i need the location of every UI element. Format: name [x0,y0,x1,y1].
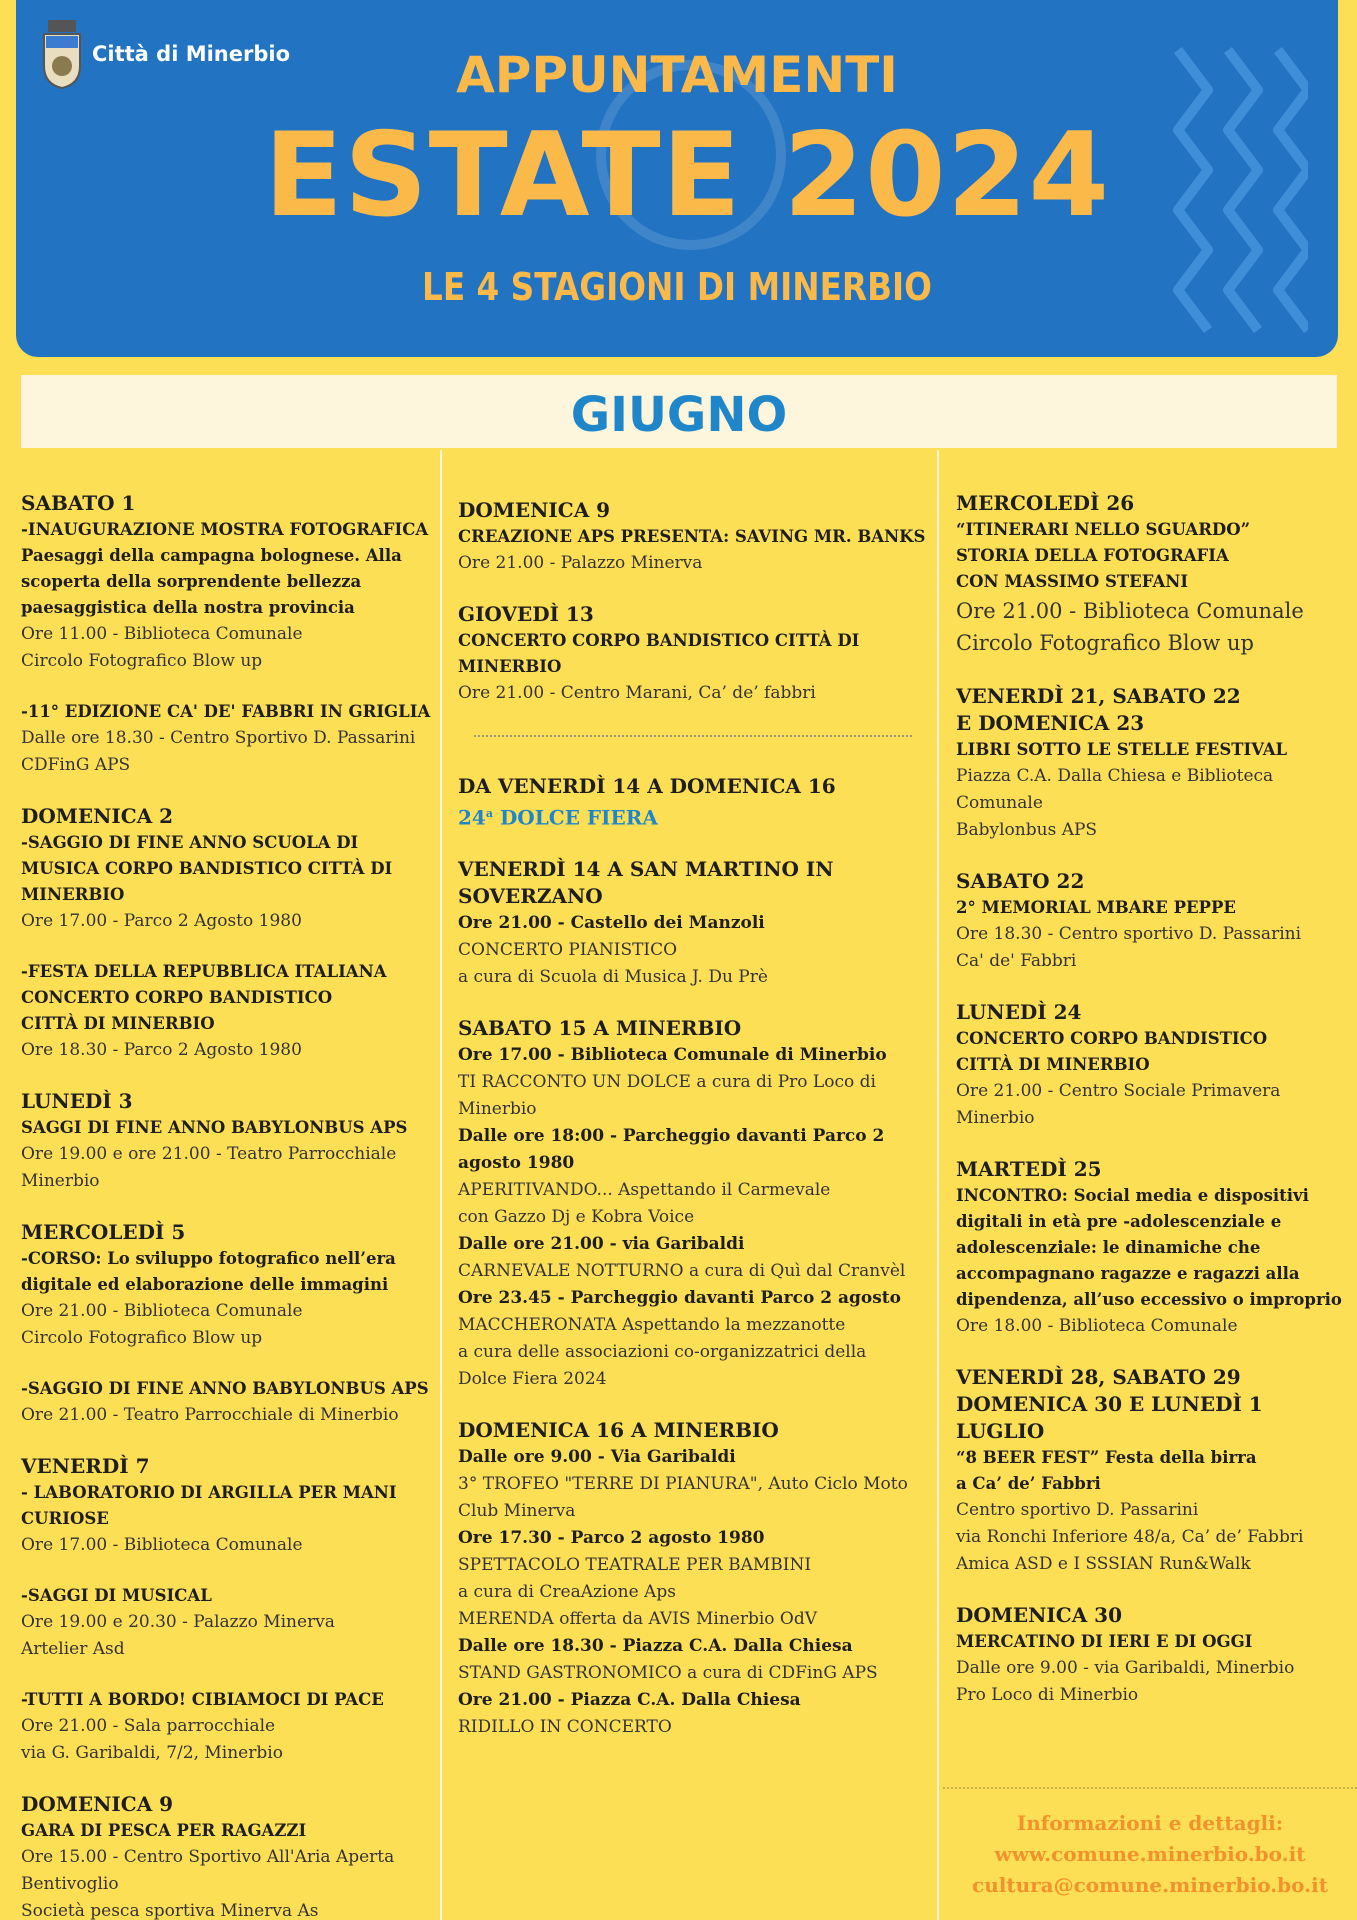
event-detail: Ca' de' Fabbri [956,951,1077,971]
event-item [458,497,928,577]
event-title: -SAGGIO DI FINE ANNO BABYLONBUS APS [21,1379,429,1398]
event-detail: Ore 23.45 - Parcheggio davanti Parco 2 agosto [458,1287,901,1308]
event-title: CONCERTO CORPO BANDISTICO CITTÀ DI [458,631,860,650]
event-item [21,803,441,935]
event-detail: Circolo Fotografico Blow up [21,1328,263,1348]
event-title: -INAUGURAZIONE MOSTRA FOTOGRAFICA [21,520,429,539]
highlight-text: DOLCE FIERA [492,805,658,830]
event-detail: CARNEVALE NOTTURNO a cura di Quì dal Cranvèl [458,1260,906,1281]
event-title: GARA DI PESCA PER RAGAZZI [21,1821,307,1840]
highlight-number: 24 [458,805,486,830]
event-detail: Minerbio [956,1108,1035,1128]
event-title: STORIA DELLA FOTOGRAFIA [956,546,1229,565]
event-title: CON MASSIMO STEFANI [956,572,1189,591]
event-detail: Circolo Fotografico Blow up [956,631,1254,655]
event-title: 2° MEMORIAL MBARE PEPPE [956,898,1236,917]
event-detail: Ore 21.00 - Piazza C.A. Dalla Chiesa [458,1689,801,1710]
event-day: MERCOLEDÌ 5 [21,1220,186,1244]
event-title: CURIOSE [21,1509,109,1528]
event-detail: Ore 21.00 - Biblioteca Comunale [956,599,1304,623]
events-column-2 [458,497,928,1765]
event-title: MERCATINO DI IERI E DI OGGI [956,1632,1253,1651]
info-website-link[interactable]: www.comune.minerbio.bo.it [994,1842,1306,1866]
event-detail: Ore 17.00 - Biblioteca Comunale di Minerbio [458,1044,887,1065]
event-title: -SAGGI DI MUSICAL [21,1586,212,1605]
event-day: LUNEDÌ 24 [956,1000,1082,1024]
month-title: GIUGNO [570,387,788,443]
highlight-sup: a [485,807,493,820]
event-day: LUNEDÌ 3 [21,1089,133,1113]
event-detail: APERITIVANDO... Aspettando il Carmevale [458,1179,831,1200]
events-column-3 [956,490,1346,1733]
event-item [458,1015,928,1393]
header-banner [16,0,1338,357]
event-item [956,490,1346,659]
event-item [21,1088,441,1195]
event-detail: SPETTACOLO TEATRALE PER BAMBINI [458,1554,812,1575]
event-detail: Ore 17.30 - Parco 2 agosto 1980 [458,1527,765,1548]
event-detail: Artelier Asd [21,1639,125,1659]
event-title: -TUTTI A BORDO! CIBIAMOCI DI PACE [21,1690,384,1709]
event-detail: Ore 21.00 - Palazzo Minerva [458,553,703,573]
event-detail: Minerbio [458,1098,537,1119]
event-detail: Ore 21.00 - Castello dei Manzoli [458,912,765,933]
event-title: MINERBIO [21,885,125,904]
event-detail: Babylonbus APS [956,820,1098,840]
event-detail: via Ronchi Inferiore 48/a, Ca’ de’ Fabbri [956,1527,1304,1547]
dotted-separator [474,735,912,737]
event-detail: Dalle ore 9.00 - Via Garibaldi [458,1446,736,1467]
event-detail: RIDILLO IN CONCERTO [458,1716,672,1737]
event-detail: Pro Loco di Minerbio [956,1685,1139,1705]
event-title: LIBRI SOTTO LE STELLE FESTIVAL [956,740,1288,759]
event-title: INCONTRO: Social media e dispositivi [956,1186,1309,1205]
header-subtitle: LE 4 STAGIONI DI MINERBIO [422,265,932,309]
event-detail: MACCHERONATA Aspettando la mezzanotte [458,1314,846,1335]
event-title: adolescenziale: le dinamiche che [956,1238,1261,1257]
event-day: VENERDÌ 21, SABATO 22 [956,684,1241,708]
event-title: accompagnano ragazze e ragazzi alla [956,1264,1300,1283]
header-estate-title: ESTATE 2024 [263,108,1111,243]
event-detail: STAND GASTRONOMICO a cura di CDFinG APS [458,1662,878,1683]
event-detail: Dalle ore 21.00 - via Garibaldi [458,1233,745,1254]
event-detail: via G. Garibaldi, 7/2, Minerbio [21,1743,283,1763]
event-item [458,856,928,991]
event-detail: Ore 21.00 - Biblioteca Comunale [21,1301,303,1321]
event-detail: Ore 17.00 - Biblioteca Comunale [21,1535,303,1555]
event-title: scoperta della sorprendente bellezza [21,572,362,591]
event-item [458,601,928,707]
event-title: CITTÀ DI MINERBIO [21,1014,215,1033]
event-day: SOVERZANO [458,883,603,908]
event-item [956,683,1346,844]
event-title: paesaggistica della nostra provincia [21,598,355,617]
event-detail: Ore 21.00 - Teatro Parrocchiale di Minerbio [21,1405,399,1425]
info-box [943,1808,1357,1901]
event-title: - LABORATORIO DI ARGILLA PER MANI [21,1483,397,1502]
event-title: -FESTA DELLA REPUBBLICA ITALIANA [21,962,387,981]
event-day: SABATO 1 [21,491,136,515]
event-detail: Centro sportivo D. Passarini [956,1500,1199,1520]
event-item [21,490,441,675]
info-email-link[interactable]: cultura@comune.minerbio.bo.it [972,1873,1328,1897]
event-detail: Minerbio [21,1171,100,1191]
event-detail: Dolce Fiera 2024 [458,1368,607,1389]
event-title: digitali in età pre -adolescenziale e [956,1212,1282,1231]
event-detail: Ore 21.00 - Centro Marani, Ca’ de’ fabbri [458,683,816,703]
event-title: SAGGI DI FINE ANNO BABYLONBUS APS [21,1118,408,1137]
dotted-separator [943,1787,1357,1789]
event-detail: a cura delle associazioni co-organizzatrici della [458,1341,867,1362]
event-day: DOMENICA 16 A MINERBIO [458,1417,779,1442]
event-title: CONCERTO CORPO BANDISTICO [21,988,333,1007]
event-detail: Ore 21.00 - Sala parrocchiale [21,1716,276,1736]
events-column-1 [21,490,441,1920]
event-title: “8 BEER FEST” Festa della birra [956,1448,1257,1467]
event-item [956,868,1346,975]
month-banner [21,375,1337,448]
event-detail: Società pesca sportiva Minerva As [21,1901,319,1920]
event-day: SABATO 22 [956,869,1085,893]
event-day: VENERDÌ 28, SABATO 29 [956,1365,1241,1389]
event-detail: CONCERTO PIANISTICO [458,939,678,960]
event-detail: Dalle ore 18.30 - Centro Sportivo D. Passarini [21,728,416,748]
event-day: VENERDÌ 14 A SAN MARTINO IN [458,856,834,881]
event-detail: Ore 18.30 - Centro sportivo D. Passarini [956,924,1302,944]
column-divider [937,450,939,1920]
event-item [21,1583,441,1663]
event-day: E DOMENICA 23 [956,711,1145,735]
event-detail: Ore 17.00 - Parco 2 Agosto 1980 [21,911,302,931]
event-day: DOMENICA 30 E LUNEDÌ 1 LUGLIO [956,1392,1263,1443]
event-detail: a cura di CreaAzione Aps [458,1581,676,1602]
event-detail: Ore 18.00 - Biblioteca Comunale [956,1316,1238,1336]
event-item [956,1364,1346,1578]
event-item [21,1376,441,1429]
event-item [956,999,1346,1132]
event-detail: MERENDA offerta da AVIS Minerbio OdV [458,1608,818,1629]
event-detail: Ore 19.00 e ore 21.00 - Teatro Parrocchiale [21,1144,397,1164]
event-detail: 3° TROFEO "TERRE DI PIANURA", Auto Ciclo Moto [458,1473,908,1494]
event-title: Paesaggi della campagna bolognese. Alla [21,546,402,565]
event-detail: Piazza C.A. Dalla Chiesa e Biblioteca Comunale [956,766,1274,813]
event-title: MUSICA CORPO BANDISTICO CITTÀ DI [21,859,393,878]
event-item [21,1687,441,1767]
event-title: MINERBIO [458,657,562,676]
event-detail: Ore 21.00 - Centro Sociale Primavera [956,1081,1281,1101]
event-title: CITTÀ DI MINERBIO [956,1055,1150,1074]
event-item [21,1453,441,1559]
event-item [21,1219,441,1352]
event-day: DOMENICA 9 [21,1792,174,1816]
event-item [21,1791,441,1920]
event-title: -11° EDIZIONE CA' DE' FABBRI IN GRIGLIA [21,702,431,721]
event-detail: agosto 1980 [458,1152,575,1173]
event-title: dipendenza, all’uso eccessivo o improprio [956,1290,1342,1309]
event-item [458,1417,928,1741]
event-day: DA VENERDÌ 14 A DOMENICA 16 [458,774,836,798]
event-day: MARTEDÌ 25 [956,1157,1102,1181]
event-detail: Ore 11.00 - Biblioteca Comunale [21,624,303,644]
event-detail: TI RACCONTO UN DOLCE a cura di Pro Loco di [458,1071,876,1092]
event-item [21,699,441,779]
event-day: DOMENICA 2 [21,804,174,828]
event-title: CONCERTO CORPO BANDISTICO [956,1029,1268,1048]
event-detail: Ore 19.00 e 20.30 - Palazzo Minerva [21,1612,335,1632]
info-label: Informazioni e dettagli: [1016,1811,1284,1835]
event-item [956,1602,1346,1709]
event-detail: CDFinG APS [21,755,131,775]
event-detail: Club Minerva [458,1500,576,1521]
event-detail: Dalle ore 18:00 - Parcheggio davanti Parco 2 [458,1125,885,1146]
event-day: VENERDÌ 7 [21,1454,150,1478]
event-day: DOMENICA 30 [956,1603,1123,1627]
event-title: -CORSO: Lo sviluppo fotografico nell’era [21,1249,396,1268]
header-appuntamenti: APPUNTAMENTI [456,46,898,104]
event-detail: Dalle ore 9.00 - via Garibaldi, Minerbio [956,1658,1295,1678]
city-name: Città di Minerbio [92,42,291,66]
event-item [21,959,441,1064]
event-detail: Circolo Fotografico Blow up [21,651,263,671]
event-detail: Bentivoglio [21,1874,119,1894]
event-item [956,1156,1346,1340]
event-detail: con Gazzo Dj e Kobra Voice [458,1206,695,1227]
event-title: a Ca’ de’ Fabbri [956,1474,1101,1493]
event-detail: Amica ASD e I SSSIAN Run&Walk [956,1554,1251,1574]
event-detail: Dalle ore 18.30 - Piazza C.A. Dalla Chiesa [458,1635,853,1656]
event-title: CREAZIONE APS PRESENTA: SAVING MR. BANKS [458,527,926,546]
event-detail: Ore 18.30 - Parco 2 Agosto 1980 [21,1040,302,1060]
event-item [458,773,928,832]
event-day: SABATO 15 A MINERBIO [458,1015,742,1040]
event-day: GIOVEDÌ 13 [458,602,594,626]
event-highlight [458,800,928,832]
event-day: DOMENICA 9 [458,498,611,522]
event-title: -SAGGIO DI FINE ANNO SCUOLA DI [21,833,359,852]
event-title: digitale ed elaborazione delle immagini [21,1275,389,1294]
event-detail: a cura di Scuola di Musica J. Du Prè [458,966,768,987]
event-title: “ITINERARI NELLO SGUARDO” [956,520,1251,539]
event-detail: Ore 15.00 - Centro Sportivo All'Aria Aperta [21,1847,395,1867]
event-day: MERCOLEDÌ 26 [956,491,1135,515]
